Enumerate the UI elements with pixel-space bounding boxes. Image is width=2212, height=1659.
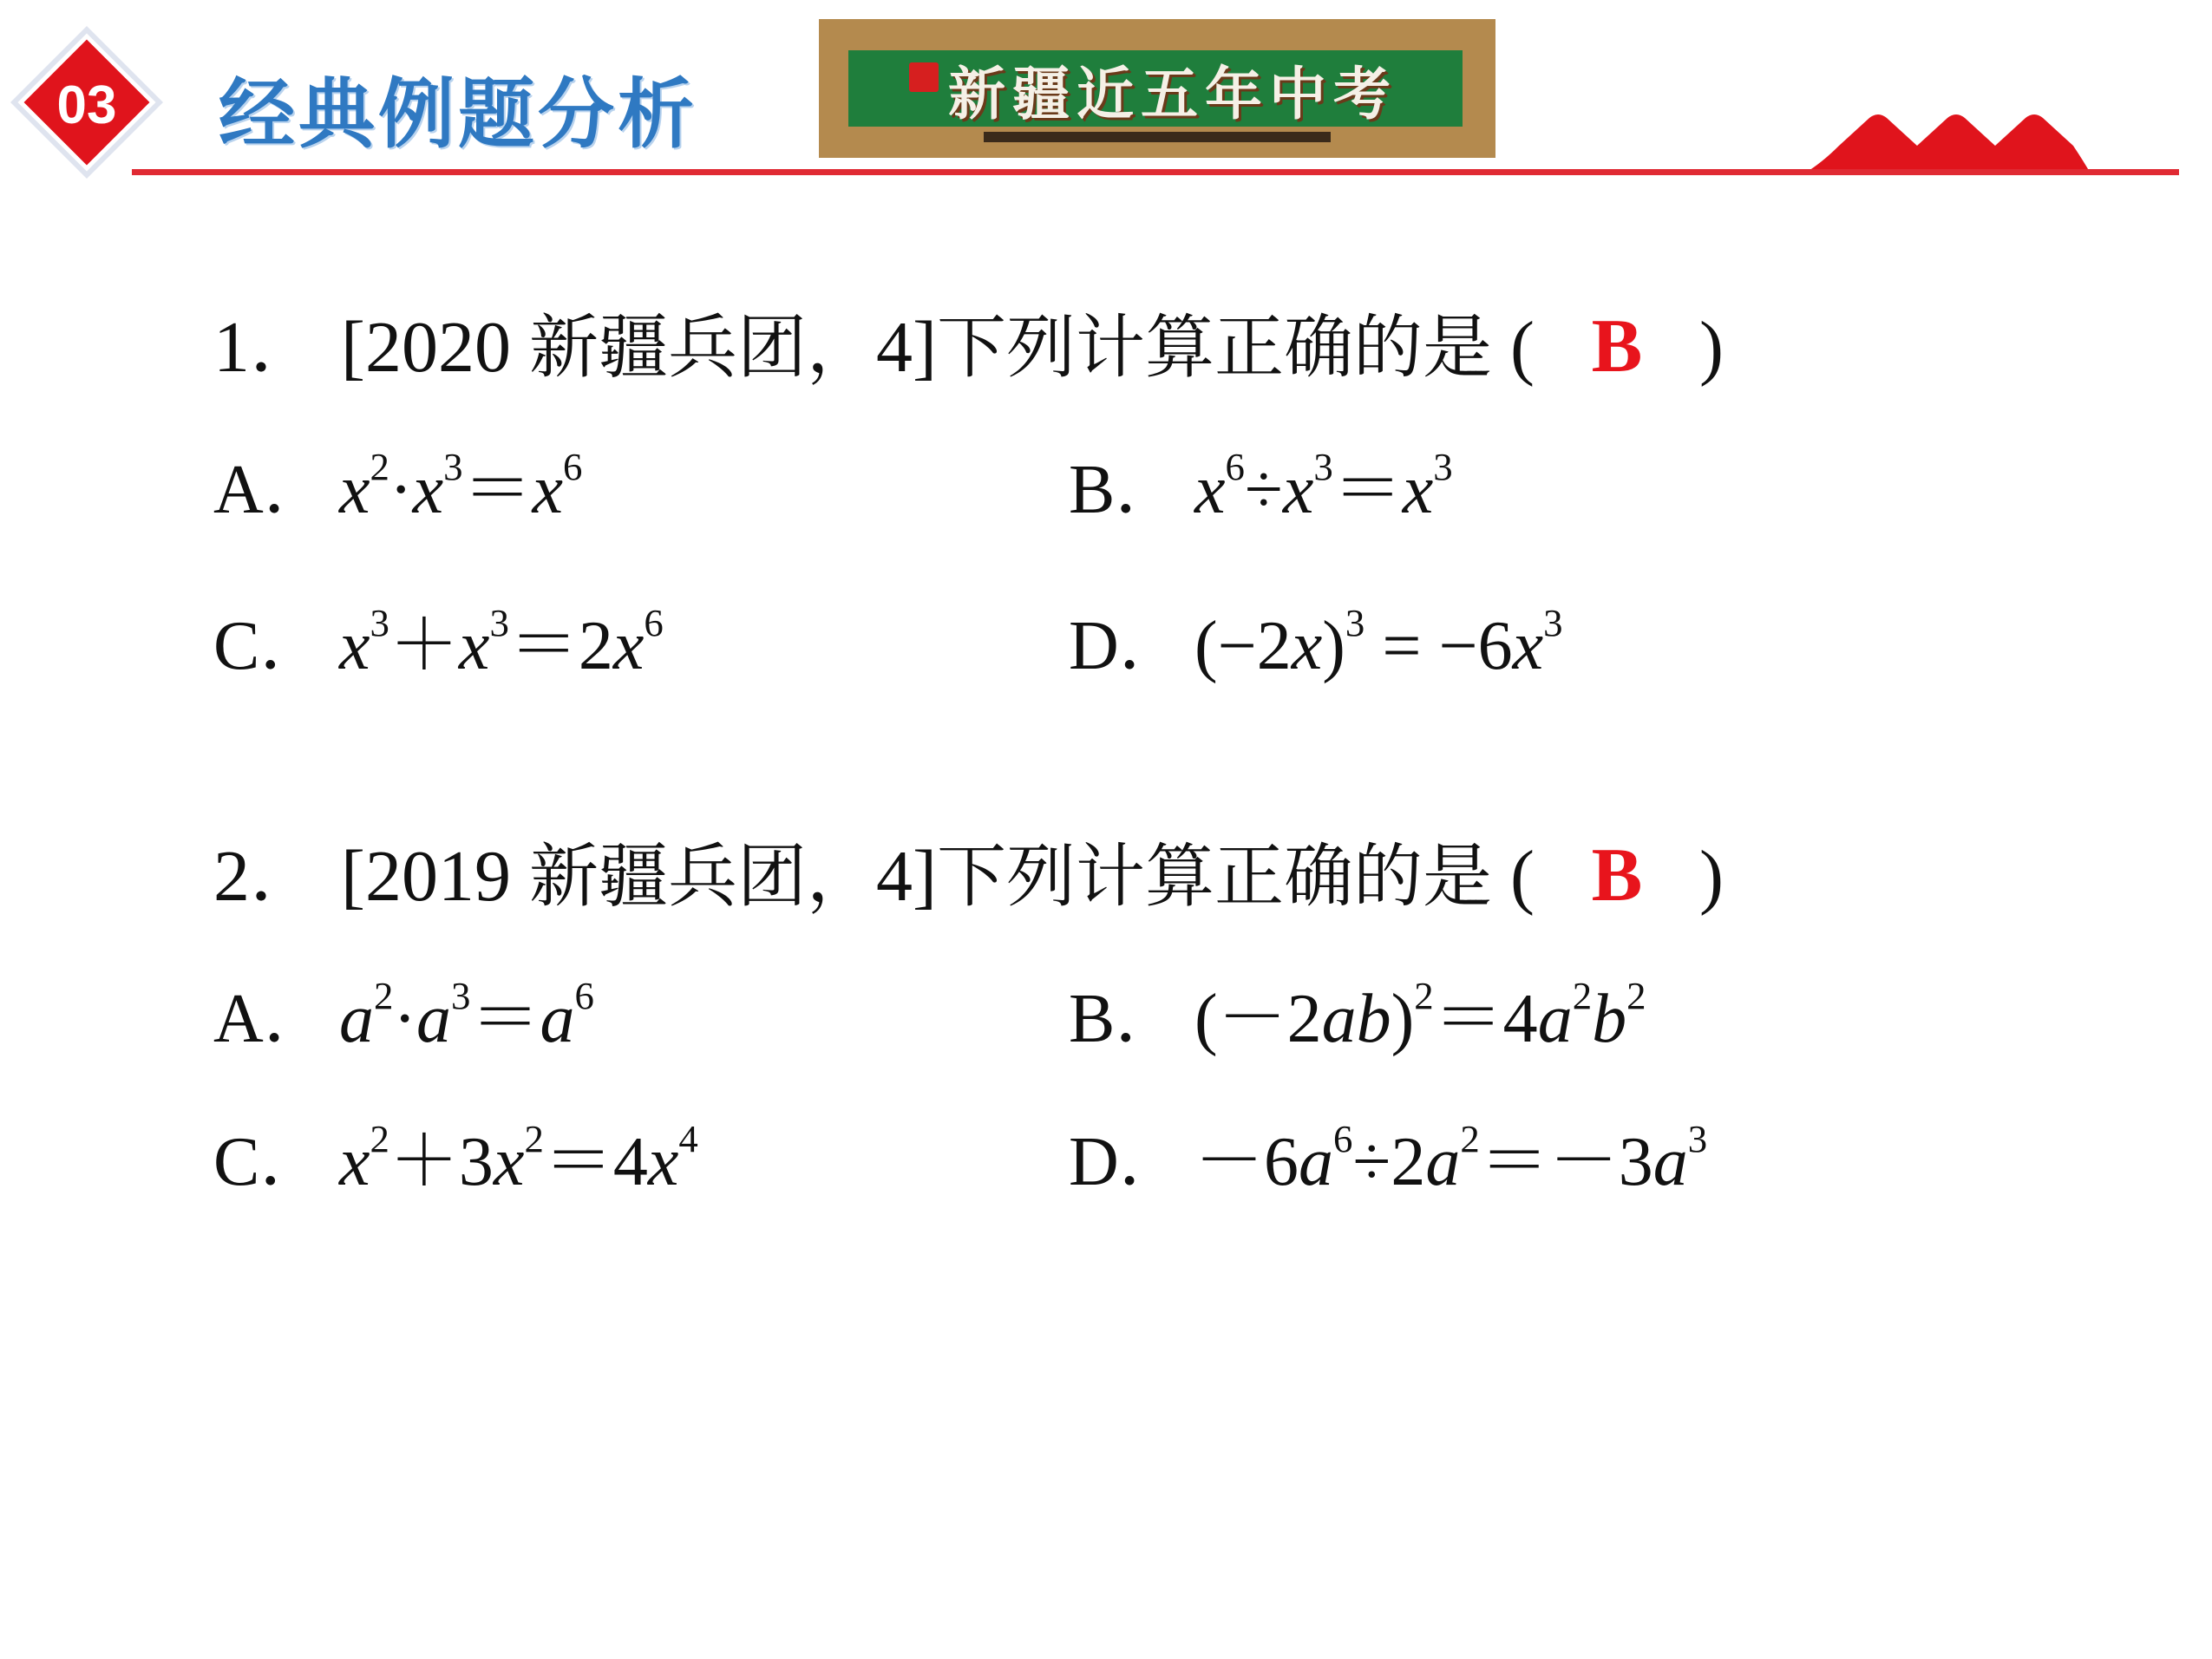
mountain-decoration-icon	[1804, 111, 2091, 173]
option-letter: B．	[1069, 452, 1185, 528]
option-letter: B．	[1069, 981, 1185, 1057]
question-1-stem	[213, 299, 2035, 395]
option-expression: $a^2\cdot a^3=a^6$	[339, 973, 594, 1057]
answer-label: B	[1591, 833, 1643, 918]
question-2-stem	[213, 828, 2035, 924]
paren-open: (	[1509, 307, 1535, 388]
option-expression: $x^2\cdot x^3=x^6$	[339, 444, 583, 528]
paren-open: (	[1509, 836, 1535, 917]
question-1-option-a	[213, 442, 582, 538]
question-text: 下列计算正确的是	[936, 307, 1492, 388]
option-expression: $-6a^6\div 2a^2=-3a^3$	[1194, 1116, 1708, 1200]
question-text: 下列计算正确的是	[936, 836, 1492, 917]
option-expression: $x^3+x^3=2x^6$	[339, 600, 664, 684]
option-expression: $(-2ab)^2=4a^2b^2$	[1194, 973, 1646, 1057]
option-expression: $x^6\div x^3=x^3$	[1194, 444, 1453, 528]
question-2-option-c	[213, 1114, 698, 1210]
option-letter: A．	[213, 981, 333, 1057]
answer-label: B	[1591, 304, 1643, 389]
paren-close: )	[1698, 307, 1724, 388]
option-letter: D．	[1069, 1124, 1188, 1200]
section-number: 03	[56, 75, 117, 135]
option-letter: A．	[213, 452, 333, 528]
question-2-option-d	[1069, 1114, 1707, 1210]
banner-label: 新疆近五年中考	[948, 61, 1397, 126]
section-badge	[0, 16, 173, 189]
source-points: 4]	[876, 836, 937, 917]
source-region: 新疆兵团，	[529, 836, 876, 917]
paren-close: )	[1698, 836, 1724, 917]
question-1-option-c	[213, 598, 664, 694]
option-letter: C．	[213, 1124, 330, 1200]
option-expression: $x^2+3x^2=4x^4$	[339, 1116, 698, 1200]
header-divider	[132, 169, 2179, 175]
question-1-option-b	[1069, 442, 1453, 538]
source-year: [2020	[341, 307, 511, 388]
source-year: [2019	[341, 836, 511, 917]
chalkboard-surface	[848, 50, 1463, 127]
chalkboard-banner	[819, 19, 1495, 158]
source-points: 4]	[876, 307, 937, 388]
question-1-option-d	[1069, 598, 1562, 694]
question-number: 2．	[213, 836, 324, 917]
source-region: 新疆兵团，	[529, 307, 876, 388]
option-letter: D．	[1069, 608, 1188, 684]
chalk-tray	[984, 132, 1331, 142]
option-expression: $(-2x)^3 = -6x^3$	[1194, 600, 1563, 684]
question-number: 1．	[213, 307, 324, 388]
question-2-option-a	[213, 971, 594, 1067]
section-title: 经典例题分析	[219, 71, 698, 157]
option-letter: C．	[213, 608, 330, 684]
question-2-option-b	[1069, 971, 1646, 1067]
